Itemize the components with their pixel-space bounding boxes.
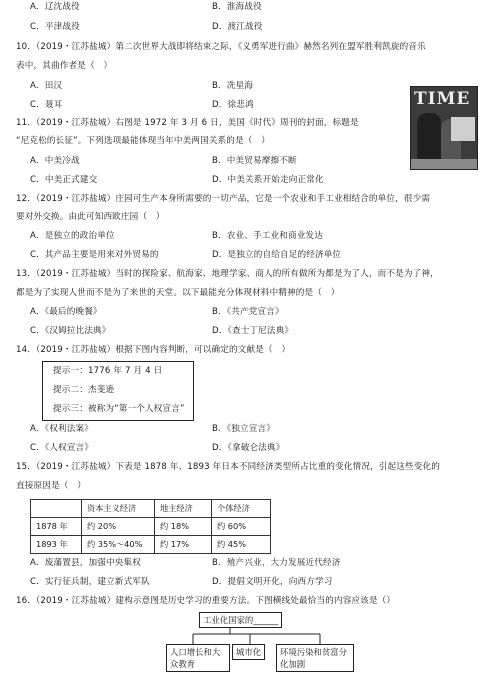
q11-option-b: B．中美贸易摩擦不断 — [212, 156, 297, 166]
q9-option-b: B．淮海战役 — [212, 2, 262, 12]
table-header-cell: 资本主义经济 — [82, 500, 155, 518]
table-cell: 约 45% — [212, 536, 271, 554]
q13-option-b: B．《共产党宣言》 — [212, 307, 284, 317]
q9-option-c: C．平津战役 — [30, 22, 80, 32]
diagram-top-box: 工业化国家的______ — [199, 612, 282, 628]
q9-option-a: A．辽沈战役 — [30, 2, 80, 12]
q15-option-c: C．实行征兵制，建立新式军队 — [30, 577, 150, 587]
q10-option-b: B．冼星海 — [212, 81, 254, 91]
time-masthead: TIME — [414, 89, 471, 109]
table-cell: 1878 年 — [31, 518, 82, 536]
q15-option-b: B．殖产兴业，大力发展近代经济 — [212, 558, 341, 568]
q15-option-a: A．废藩置县，加强中央集权 — [30, 558, 141, 568]
q15-option-d: D．提倡文明开化，向西方学习 — [212, 577, 333, 587]
table-cell: 约 35%～40% — [82, 536, 155, 554]
q10-option-a: A．田汉 — [30, 81, 63, 91]
q14-option-c: C．《人权宣言》 — [30, 443, 94, 453]
cover-caption-block — [451, 117, 475, 141]
q12-stem-line1: 12．（2019・江苏盐城）庄园可生产本身所需要的一切产品，它是一个农业和手工业相结合的单位，很少需 — [16, 194, 431, 204]
table-cell: 约 60% — [212, 518, 271, 536]
q11-stem-line2: “尼克松的长征”。下列选项最能体现当年中美两国关系的是（ ） — [16, 136, 271, 146]
q12-option-c: C．其产品主要是用来对外贸易的 — [30, 250, 159, 260]
q12-option-d: D．是独立的自给自足的经济单位 — [212, 250, 342, 260]
q14-option-d: D．《拿破仑法典》 — [212, 443, 285, 453]
table-cell: 约 18% — [155, 518, 212, 536]
q13-option-a: A．《最后的晚餐》 — [30, 307, 102, 317]
q12-option-a: A．是独立的政治单位 — [30, 231, 115, 241]
cover-figure-left — [417, 113, 441, 165]
q11-option-c: C．中美正式建交 — [30, 175, 98, 185]
q14-option-b: B．《独立宣言》 — [212, 424, 275, 434]
time-magazine-cover-image — [410, 86, 478, 170]
q14-hint-2: 提示二：杰斐逊 — [53, 385, 115, 395]
q15-stem-line2: 直接原因是（ ） — [16, 481, 86, 491]
q11-stem-line1: 11．（2019・江苏盐城）右图是 1972 年 3 月 6 日，美国《时代》周刊的封面，标题是 — [16, 118, 359, 128]
q12-stem-line2: 要对外交换。由此可知西欧庄园（ ） — [16, 212, 165, 222]
diagram-child-population-education: 人口增长和大众教育 — [166, 644, 230, 672]
diagram-child-urbanization: 城市化 — [232, 644, 265, 660]
q13-stem-line1: 13．（2019・江苏盐城）当时的探险家、航海家、地理学家、商人的所有做所为都是为了人，而不是为了神， — [16, 269, 439, 279]
table-cell: 约 20% — [82, 518, 155, 536]
economy-share-table — [30, 499, 271, 554]
table-header-cell — [31, 500, 82, 518]
diagram-child-pollution-inequality: 环境污染和贫富分化加剧 — [276, 644, 354, 672]
q10-stem-line2: 表中，其曲作者是（ ） — [16, 61, 113, 71]
q16-stem: 16．（2019・江苏盐城）建构示意图是历史学习的重要方法。下图横线处最恰当的内容应该是（） — [16, 596, 396, 606]
cover-bottom-strip — [411, 159, 477, 169]
table-row — [31, 536, 271, 554]
q14-stem: 14．（2019・江苏盐城）根据下图内容判断，可以确定的文献是（ ） — [16, 345, 291, 355]
table-header-row — [31, 500, 271, 518]
q9-option-d: D．渡江战役 — [212, 22, 263, 32]
q12-option-b: B．农业、手工业和商业发达 — [212, 231, 323, 241]
q14-hint-1: 提示一：1776 年 7 月 4 日 — [53, 366, 163, 376]
q10-stem-line1: 10．（2019・江苏盐城）第二次世界大战即将结束之际，《义勇军进行曲》赫然名列在盟军胜利凯旋的音乐 — [16, 42, 426, 52]
q10-option-c: C．聂耳 — [30, 100, 63, 110]
table-cell: 1893 年 — [31, 536, 82, 554]
q13-stem-line2: 都是为了实现人世而不是为了来世的天堂。以下最能充分体现材料中精神的是（ ） — [16, 288, 340, 298]
q11-option-d: D．中美关系开始走向正常化 — [212, 175, 324, 185]
table-header-cell: 个体经济 — [212, 500, 271, 518]
q11-option-a: A．中美冷战 — [30, 156, 80, 166]
q14-option-a: A．《权利法案》 — [30, 424, 93, 434]
q15-stem-line1: 15．（2019・江苏盐城）下表是 1878 年、1893 年日本不同经济类型所占比重的变化情况，引起这些变化的 — [16, 462, 440, 472]
table-row — [31, 518, 271, 536]
q14-hint-3: 提示三：被称为“第一个人权宣言” — [53, 404, 185, 414]
table-header-cell: 地主经济 — [155, 500, 212, 518]
q14-hint-box — [42, 361, 194, 421]
q13-option-d: D．《查士丁尼法典》 — [212, 326, 294, 336]
q13-option-c: C．《汉姆拉比法典》 — [30, 326, 111, 336]
q10-option-d: D．徐悲鸿 — [212, 100, 254, 110]
table-cell: 约 17% — [155, 536, 212, 554]
